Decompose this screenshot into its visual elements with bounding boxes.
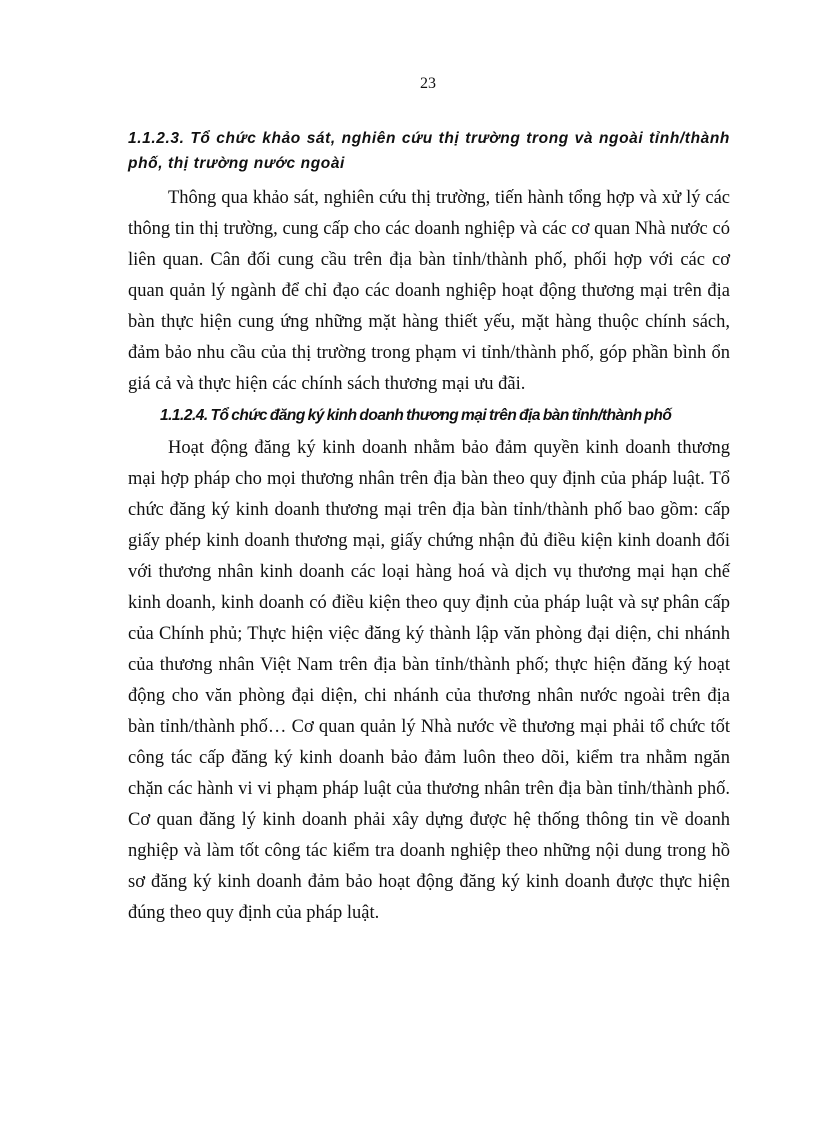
section-paragraph-1-1-2-4: Hoạt động đăng ký kinh doanh nhằm bảo đảm quyền kinh doanh thương mại hợp pháp cho mọi thương nhân trên địa bàn theo quy định của pháp luật. Tổ chức đăng ký kinh doanh thương mại trên địa bàn tỉnh/thành phố bao gồm: cấp giấy phép kinh doanh thương mại, giấy chứng nhận đủ điều kiện kinh doanh đối với thương nhân kinh doanh các loại hàng hoá và dịch vụ thương mại hạn chế kinh doanh, kinh doanh có điều kiện theo quy định của pháp luật và sự phân cấp của Chính phủ; Thực hiện việc đăng ký thành lập văn phòng đại diện, chi nhánh của thương nhân Việt Nam trên địa bàn tỉnh/thành phố; thực hiện đăng ký hoạt động cho văn phòng đại diện, chi nhánh của thương nhân nước ngoài trên địa bàn tỉnh/thành phố… Cơ quan quản lý Nhà nước về thương mại phải tổ chức tốt công tác cấp đăng ký kinh doanh bảo đảm luôn theo dõi, kiểm tra nhằm ngăn chặn các hành vi vi phạm pháp luật của thương nhân trên địa bàn tỉnh/thành phố. Cơ quan đăng lý kinh doanh phải xây dựng được hệ thống thông tin về doanh nghiệp và làm tốt công tác kiểm tra doanh nghiệp theo những nội dung trong hồ sơ đăng ký kinh doanh đảm bảo hoạt động đăng ký kinh doanh được thực hiện đúng theo quy định của pháp luật.	[128, 438, 730, 923]
page-number: 23	[420, 75, 436, 92]
section-paragraph-1-1-2-3: Thông qua khảo sát, nghiên cứu thị trường, tiến hành tổng hợp và xử lý các thông tin thị trường, cung cấp cho các doanh nghiệp và các cơ quan Nhà nước có liên quan. Cân đối cung cầu trên địa bàn tỉnh/thành phố, phối hợp với các cơ quan quản lý ngành để chỉ đạo các doanh nghiệp hoạt động thương mại trên địa bàn thực hiện cung ứng những mặt hàng thiết yếu, mặt hàng thuộc chính sách, đảm bảo nhu cầu của thị trường trong phạm vi tỉnh/thành phố, góp phần bình ổn giá cả và thực hiện các chính sách thương mại ưu đãi.	[128, 188, 730, 394]
section-heading-1-1-2-3: 1.1.2.3. Tổ chức khảo sát, nghiên cứu thị trường trong và ngoài tỉnh/thành phố, thị trường nước ngoài	[128, 130, 730, 172]
page-content	[128, 126, 730, 929]
section-heading-1-1-2-4: 1.1.2.4. Tổ chức đăng ký kinh doanh thương mại trên địa bàn tỉnh/thành phố	[160, 407, 672, 424]
